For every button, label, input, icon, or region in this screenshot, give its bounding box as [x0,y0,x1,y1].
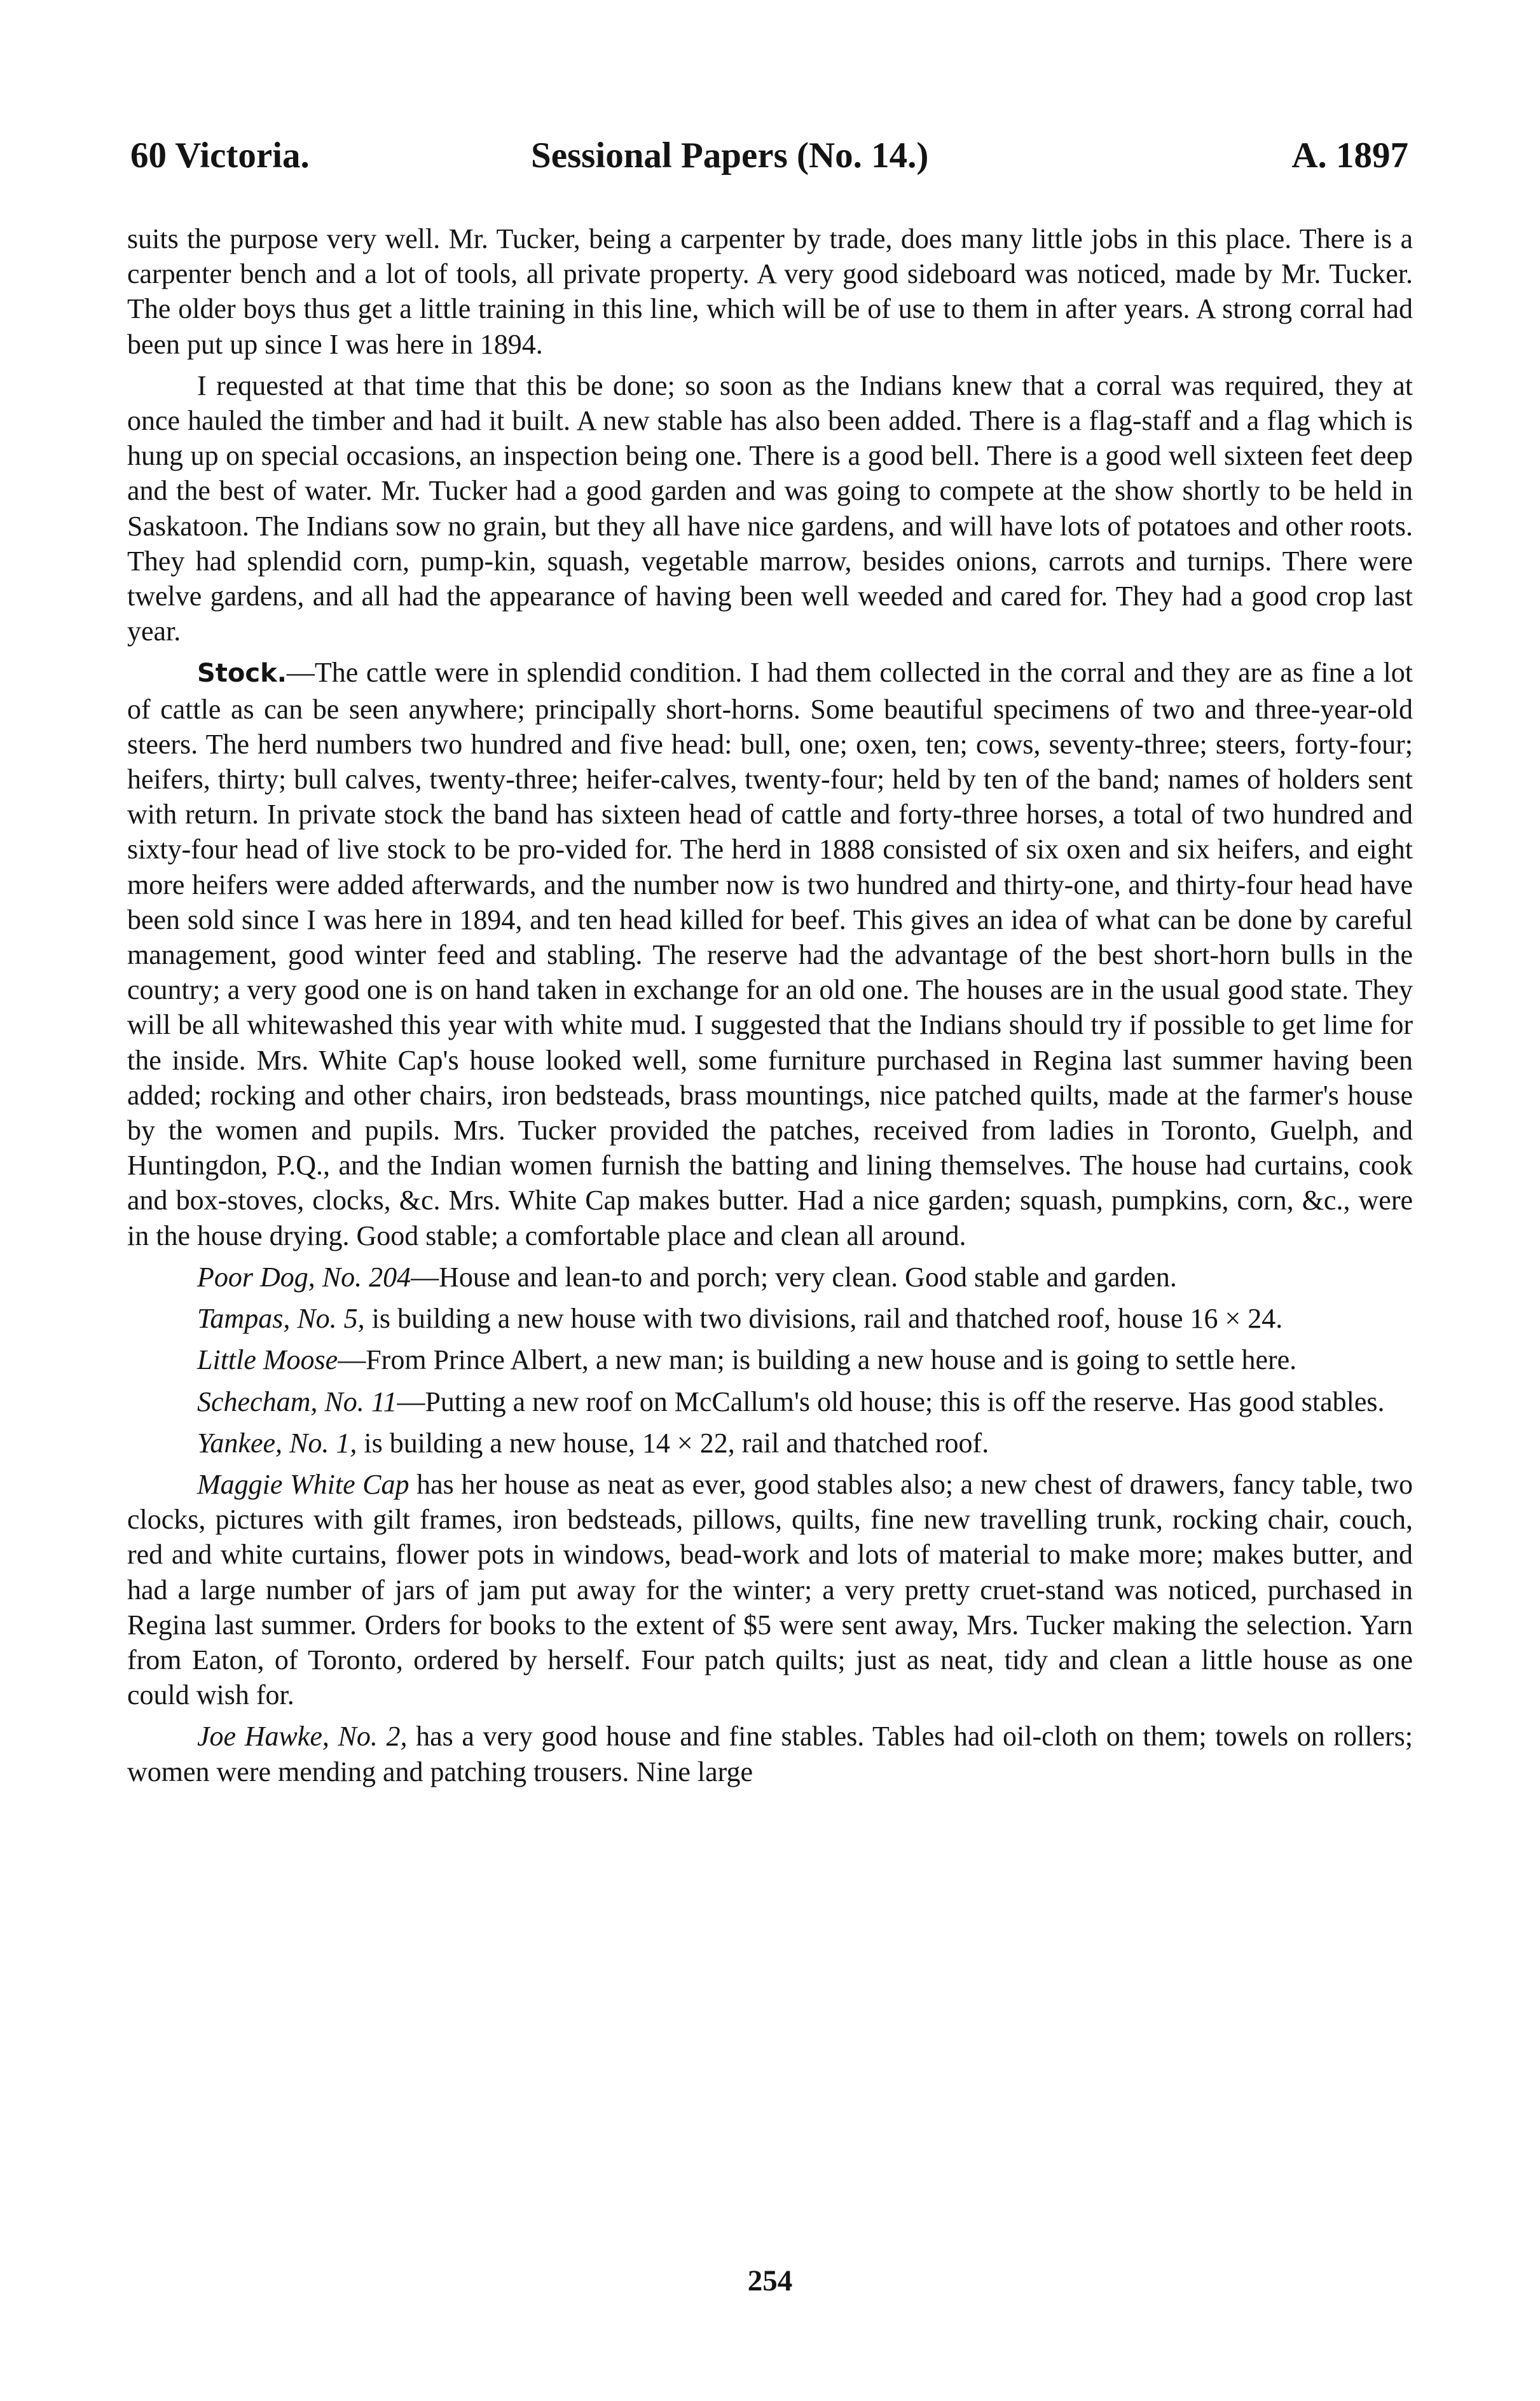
paragraph-text: has a very good house and fine stables. Tables had oil-cloth on them; towels on rollers; women were mending and patching trousers. Nine large [127,1721,1413,1787]
running-header [130,130,1408,181]
household-name: Maggie White Cap [197,1468,409,1500]
paragraph-text: is building a new house, 14 × 22, rail and thatched roof. [357,1427,989,1459]
section-heading-stock: Stock. [197,659,287,689]
paragraph [127,1467,1413,1712]
household-name: Tampas, No. 5, [197,1303,365,1335]
paragraph [127,221,1413,362]
household-name: Joe Hawke, No. 2, [197,1721,408,1752]
paragraph-text: I requested at that time that this be done; so soon as the Indians knew that a corral was required, they at once hauled the timber and had it built. A new stable has also been added. There is a flag-staff and a flag which is hung up on special occasions, an inspection being one. There is a good bell. There is a good well sixteen feet deep and the best of water. Mr. Tucker had a good garden and was going to compete at the show shortly to be held in Saskatoon. The Indians sow no grain, but they all have nice gardens, and will have lots of potatoes and other roots. They had splendid corn, pump-kin, squash, vegetable marrow, besides onions, carrots and turnips. There were twelve gardens, and all had the appearance of having been well weeded and cared for. They had a good crop last year. [127,369,1413,647]
paragraph-text: is building a new house with two divisions, rail and thatched roof, house 16 × 24. [364,1303,1283,1335]
household-name: Yankee, No. 1, [197,1427,357,1459]
page-body [127,221,1413,1796]
paragraph [127,368,1413,649]
paragraph [127,1301,1413,1336]
paragraph [127,655,1413,1253]
paragraph-text: has her house as neat as ever, good stables also; a new chest of drawers, fancy table, two clocks, pictures with gilt frames, iron bedsteads, pillows, quilts, fine new travelling trunk, rocking chair, couch, red and white curtains, flower pots in windows, bead-work and lots of material to make more; makes butter, and had a large number of jars of jam put away for the winter; a very pretty cruet-stand was noticed, purchased in Regina last summer. Orders for books to the extent of $5 were sent away, Mrs. Tucker making the selection. Yarn from Eaton, of Toronto, ordered by herself. Four patch quilts; just as neat, tidy and clean a little house as one could wish for. [127,1468,1413,1711]
paragraph-text: —House and lean-to and porch; very clean. Good stable and garden. [411,1261,1177,1293]
page-number: 254 [747,2264,793,2297]
household-name: Little Moose [197,1344,338,1376]
paragraph [127,1384,1413,1419]
paragraph [127,1342,1413,1377]
paragraph [127,1719,1413,1789]
header-title: Sessional Papers (No. 14.) [531,135,929,175]
paragraph [127,1260,1413,1295]
paragraph [127,1426,1413,1461]
paragraph-text: —The cattle were in splendid condition. I had them collected in the corral and they are as fine a lot of cattle as can be seen anywhere; principally short-horns. Some beautiful specimens of two and three-year-old steers. The herd numbers two hundred and five head: bull, one; oxen, ten; cows, seventy-three; steers, forty-four; heifers, thirty; bull calves, twenty-three; heifer-calves, twenty-four; held by ten of the band; names of holders sent with return. In private stock the band has sixteen head of cattle and forty-three horses, a total of two hundred and sixty-four head of live stock to be pro-vided for. The herd in 1888 consisted of six oxen and six heifers, and eight more heifers were added afterwards, and the number now is two hundred and thirty-one, and thirty-four head have been sold since I was here in 1894, and ten head killed for beef. This gives an idea of what can be done by careful management, good winter feed and stabling. The reserve had the advantage of the best short-horn bulls in the country; a very good one is on hand taken in exchange for an old one. The houses are in the usual good state. They will be all whitewashed this year with white mud. I suggested that the Indians should try if possible to get lime for the inside. Mrs. White Cap's house looked well, some furniture purchased in Regina last summer having been added; rocking and other chairs, iron bedsteads, brass mountings, nice patched quilts, made at the farmer's house by the women and pupils. Mrs. Tucker provided the patches, received from ladies in Toronto, Guelph, and Huntingdon, P.Q., and the Indian women furnish the batting and lining themselves. The house had curtains, cook and box-stoves, clocks, &c. Mrs. White Cap makes butter. Had a nice garden; squash, pumpkins, corn, &c., were in the house drying. Good stable; a comfortable place and clean all around. [127,657,1413,1251]
paragraph-text: suits the purpose very well. Mr. Tucker, being a carpenter by trade, does many little jobs in this place. There is a carpenter bench and a lot of tools, all private property. A very good sideboard was noticed, made by Mr. Tucker. The older boys thus get a little training in this line, which will be of use to them in after years. A strong corral had been put up since I was here in 1894. [127,223,1413,360]
paragraph-text: —From Prince Albert, a new man; is building a new house and is going to settle here. [338,1344,1297,1376]
household-name: Poor Dog, No. 204 [197,1261,411,1293]
header-year: A. 1897 [1291,135,1408,175]
household-name: Schecham, No. 11 [197,1386,397,1417]
paragraph-text: —Putting a new roof on McCallum's old house; this is off the reserve. Has good stables. [397,1386,1385,1417]
header-session: 60 Victoria. [130,135,310,175]
